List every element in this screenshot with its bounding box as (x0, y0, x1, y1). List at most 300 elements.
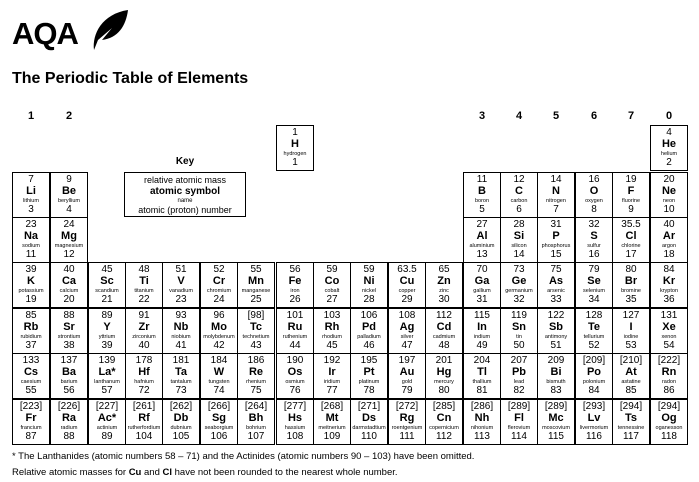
key-number-label: atomic (proton) number (138, 205, 232, 215)
atomic-mass: 85 (25, 310, 37, 321)
atomic-symbol: Xe (662, 321, 676, 333)
element-name: iodine (623, 334, 639, 340)
element-name: xenon (661, 334, 677, 340)
element-name: oganesson (655, 425, 683, 431)
atomic-number: 89 (101, 431, 113, 442)
atomic-mass: 11 (476, 174, 488, 185)
element-cell-se (575, 262, 613, 308)
element-cell-ne (650, 172, 688, 218)
atomic-number: 2 (666, 157, 672, 168)
atomic-symbol: Mg (61, 230, 77, 242)
element-name: seaborgium (204, 425, 234, 431)
element-cell-mg (50, 217, 88, 263)
element-cell-cr (200, 262, 238, 308)
atomic-symbol: Mt (325, 412, 339, 424)
atomic-number: 14 (513, 249, 525, 260)
element-name: nickel (361, 288, 377, 294)
atomic-number: 76 (289, 385, 301, 396)
element-cell-ru (276, 308, 314, 354)
atomic-number: 33 (550, 294, 562, 305)
atomic-mass: 122 (547, 310, 565, 321)
element-name: hydrogen (283, 151, 307, 157)
atomic-symbol: W (213, 366, 225, 378)
atomic-symbol: Fr (25, 412, 37, 424)
atomic-number: 117 (623, 431, 639, 442)
atomic-mass: 48 (138, 264, 150, 275)
atomic-symbol: P (552, 230, 560, 242)
atomic-mass: 91 (138, 310, 150, 321)
atomic-symbol: He (661, 138, 677, 150)
atomic-number: 85 (625, 385, 637, 396)
element-cell-nb (162, 308, 200, 354)
atomic-symbol: F (627, 185, 635, 197)
atomic-mass: 40 (663, 219, 675, 230)
atomic-mass: 80 (625, 264, 637, 275)
atomic-mass: [226] (57, 401, 81, 412)
element-cell-rg (388, 399, 426, 445)
element-cell-au (388, 353, 426, 399)
element-name: arsenic (547, 288, 565, 294)
element-cell-pb (500, 353, 538, 399)
atomic-mass: 1 (292, 127, 298, 138)
atomic-mass: [286] (470, 401, 494, 412)
atomic-number: 24 (213, 294, 225, 305)
element-cell-cs (12, 353, 50, 399)
atomic-mass: [293] (582, 401, 606, 412)
atomic-mass: 186 (247, 355, 265, 366)
atomic-symbol: Zr (138, 321, 150, 333)
atomic-symbol: Ds (361, 412, 377, 424)
element-name: actinium (96, 425, 118, 431)
element-name: francium (20, 425, 42, 431)
element-cell-i (612, 308, 650, 354)
atomic-symbol: N (552, 185, 560, 197)
atomic-symbol: Og (661, 412, 677, 424)
atomic-symbol: Ar (662, 230, 676, 242)
element-cell-po (575, 353, 613, 399)
element-cell-ti (125, 262, 163, 308)
atomic-number: 29 (401, 294, 413, 305)
atomic-number: 48 (438, 340, 450, 351)
element-name: lead (513, 379, 525, 385)
atomic-symbol: Cs (23, 366, 39, 378)
atomic-number: 72 (138, 385, 150, 396)
atomic-mass: 24 (63, 219, 75, 230)
atomic-number: 73 (175, 385, 187, 396)
atomic-number: 16 (588, 249, 600, 260)
atomic-number: 56 (63, 385, 75, 396)
atomic-symbol: Au (399, 366, 415, 378)
atomic-number: 6 (516, 204, 522, 215)
element-cell-ca (50, 262, 88, 308)
atomic-number: 112 (436, 431, 452, 442)
atomic-mass: [268] (320, 401, 344, 412)
element-name: hafnium (134, 379, 154, 385)
atomic-symbol: Sb (548, 321, 564, 333)
atomic-number: 38 (63, 340, 75, 351)
element-cell-xe (650, 308, 688, 354)
element-cell-sb (537, 308, 575, 354)
atomic-number: 44 (289, 340, 301, 351)
atomic-number: 5 (479, 204, 485, 215)
element-cell-ba (50, 353, 88, 399)
atomic-mass: 131 (660, 310, 678, 321)
atomic-number: 23 (175, 294, 187, 305)
element-cell-sg (200, 399, 238, 445)
element-name: yttrium (98, 334, 116, 340)
key-symbol-label: atomic symbol (149, 186, 221, 197)
element-name: tellurium (583, 334, 605, 340)
element-name: radium (60, 425, 78, 431)
element-name: copper (398, 288, 416, 294)
atomic-symbol: La* (98, 366, 116, 378)
element-name: rhenium (246, 379, 266, 385)
atomic-number: 17 (625, 249, 637, 260)
element-name: aluminium (469, 243, 495, 249)
element-name: gallium (473, 288, 491, 294)
atomic-number: 9 (628, 204, 634, 215)
atomic-number: 87 (25, 431, 37, 442)
footnote-symbol: Cu (128, 467, 142, 478)
atomic-symbol: Sn (511, 321, 527, 333)
element-cell-v (162, 262, 200, 308)
atomic-number: 55 (25, 385, 37, 396)
element-cell-w (200, 353, 238, 399)
element-cell-hs (276, 399, 314, 445)
element-cell-mn (237, 262, 275, 308)
atomic-mass: 115 (474, 310, 490, 321)
atomic-symbol: Kr (662, 275, 676, 287)
element-name: tantalum (170, 379, 192, 385)
atomic-mass: 59 (326, 264, 338, 275)
atomic-symbol: Rf (138, 412, 150, 424)
element-cell-he (650, 125, 688, 171)
element-cell-br (612, 262, 650, 308)
atomic-mass: [264] (244, 401, 268, 412)
atomic-mass: 190 (286, 355, 304, 366)
element-cell-ts (612, 399, 650, 445)
atomic-mass: 89 (101, 310, 113, 321)
atomic-symbol: O (589, 185, 599, 197)
atomic-number: 11 (25, 249, 37, 260)
atomic-mass: 204 (473, 355, 491, 366)
atomic-number: 13 (476, 249, 488, 260)
atomic-symbol: Be (61, 185, 77, 197)
atomic-number: 77 (326, 385, 338, 396)
element-cell-pd (350, 308, 388, 354)
element-cell-in (463, 308, 501, 354)
element-name: calcium (59, 288, 79, 294)
atomic-mass: 70 (476, 264, 488, 275)
atomic-symbol: I (629, 321, 633, 333)
element-name: molybdenum (203, 334, 235, 340)
element-cell-as (537, 262, 575, 308)
element-cell-os (276, 353, 314, 399)
element-cell-ds (350, 399, 388, 445)
element-name: indium (473, 334, 491, 340)
element-name: ruthenium (282, 334, 308, 340)
atomic-number: 111 (399, 431, 415, 442)
element-cell-cu (388, 262, 426, 308)
element-cell-sn (500, 308, 538, 354)
atomic-number: 79 (401, 385, 413, 396)
atomic-number: 31 (476, 294, 488, 305)
atomic-number: 107 (247, 431, 265, 442)
atomic-mass: [294] (619, 401, 643, 412)
atomic-mass: 45 (101, 264, 113, 275)
element-cell-mo (200, 308, 238, 354)
atomic-number: 8 (591, 204, 597, 215)
element-cell-fl (500, 399, 538, 445)
atomic-mass: [266] (207, 401, 231, 412)
element-cell-zr (125, 308, 163, 354)
element-name: polonium (582, 379, 606, 385)
element-cell-mt (313, 399, 351, 445)
element-name: rubidium (20, 334, 42, 340)
atomic-mass: 51 (175, 264, 187, 275)
element-name: thallium (472, 379, 492, 385)
element-name: tennessine (617, 425, 645, 431)
atomic-symbol: Rn (661, 366, 677, 378)
element-cell-kr (650, 262, 688, 308)
atomic-number: 74 (213, 385, 225, 396)
element-name: chromium (206, 288, 232, 294)
atomic-symbol: Br (624, 275, 638, 287)
atomic-mass: 27 (476, 219, 488, 230)
element-name: radon (661, 379, 677, 385)
atomic-mass: 9 (66, 174, 72, 185)
element-cell-ta (162, 353, 200, 399)
element-cell-s (575, 217, 613, 263)
atomic-mass: 195 (360, 355, 378, 366)
atomic-symbol: Se (587, 275, 601, 287)
element-cell-hf (125, 353, 163, 399)
atomic-symbol: Po (586, 366, 602, 378)
atomic-number: 114 (511, 431, 527, 442)
element-cell-y (88, 308, 126, 354)
atomic-number: 109 (323, 431, 341, 442)
element-cell-re (237, 353, 275, 399)
atomic-mass: [98] (247, 310, 265, 321)
atomic-symbol: Na (23, 230, 39, 242)
element-name: nitrogen (546, 198, 566, 204)
element-name: potassium (18, 288, 44, 294)
element-name: cadmium (432, 334, 456, 340)
atomic-symbol: Cn (436, 412, 452, 424)
atomic-number: 51 (550, 340, 562, 351)
atomic-symbol: Ni (363, 275, 375, 287)
atomic-number: 81 (476, 385, 488, 396)
atomic-symbol: Pd (361, 321, 377, 333)
footnote-omitted: * The Lanthanides (atomic numbers 58 – 71) and the Actinides (atomic numbers 90 – 103) have been omitted. (12, 451, 475, 462)
atomic-symbol: Ga (474, 275, 490, 287)
element-name: argon (661, 243, 677, 249)
atomic-mass: [271] (357, 401, 381, 412)
element-name: copernicium (429, 425, 459, 431)
element-name: krypton (659, 288, 679, 294)
atomic-symbol: Ge (511, 275, 527, 287)
atomic-number: 3 (28, 204, 34, 215)
atomic-symbol: Sr (63, 321, 75, 333)
atomic-mass: 63.5 (397, 264, 417, 275)
atomic-symbol: Hf (138, 366, 150, 378)
atomic-symbol: Pb (511, 366, 527, 378)
atomic-symbol: Os (287, 366, 303, 378)
atomic-number: 53 (625, 340, 637, 351)
element-name: zinc (439, 288, 449, 294)
atomic-number: 115 (548, 431, 564, 442)
element-cell-co (313, 262, 351, 308)
atomic-number: 108 (286, 431, 304, 442)
atomic-symbol: Zn (437, 275, 451, 287)
atomic-mass: 7 (28, 174, 34, 185)
atomic-mass: [289] (507, 401, 531, 412)
atomic-symbol: Ca (61, 275, 77, 287)
atomic-symbol: Db (173, 412, 189, 424)
element-cell-h (276, 125, 314, 171)
atomic-mass: 32 (588, 219, 600, 230)
atomic-symbol: Cl (625, 230, 637, 242)
atomic-number: 43 (250, 340, 262, 351)
atomic-number: 46 (363, 340, 375, 351)
atomic-symbol: Mc (548, 412, 564, 424)
atomic-number: 52 (588, 340, 600, 351)
element-cell-rh (313, 308, 351, 354)
atomic-symbol: Pt (363, 366, 375, 378)
element-name: rhodium (322, 334, 342, 340)
atomic-mass: 23 (25, 219, 37, 230)
atomic-symbol: Cd (436, 321, 452, 333)
atomic-mass: 14 (550, 174, 562, 185)
atomic-symbol: B (478, 185, 486, 197)
atomic-mass: 209 (547, 355, 565, 366)
atomic-mass: 128 (585, 310, 603, 321)
atomic-number: 15 (550, 249, 562, 260)
atomic-mass: [294] (657, 401, 681, 412)
element-cell-hg (425, 353, 463, 399)
atomic-number: 40 (138, 340, 150, 351)
element-cell-fe (276, 262, 314, 308)
atomic-symbol: Fl (514, 412, 524, 424)
atomic-symbol: K (27, 275, 35, 287)
element-name: nihonium (470, 425, 494, 431)
atomic-symbol: Lv (587, 412, 601, 424)
atomic-mass: 35.5 (621, 219, 641, 230)
atomic-mass: 119 (511, 310, 527, 321)
atomic-symbol: At (625, 366, 637, 378)
atomic-number: 26 (289, 294, 301, 305)
element-cell-tl (463, 353, 501, 399)
atomic-number: 20 (63, 294, 75, 305)
group-number-5: 5 (552, 110, 560, 122)
element-cell-b (463, 172, 501, 218)
element-cell-sc (88, 262, 126, 308)
atomic-symbol: Ac* (97, 412, 117, 424)
element-name: germanium (505, 288, 533, 294)
atomic-mass: 20 (663, 174, 675, 185)
element-cell-cl (612, 217, 650, 263)
element-name: chlorine (621, 243, 641, 249)
atomic-symbol: Ag (399, 321, 415, 333)
element-name: selenium (582, 288, 605, 294)
atomic-number: 106 (210, 431, 228, 442)
atomic-symbol: Ir (328, 366, 336, 378)
atomic-mass: 79 (588, 264, 600, 275)
atomic-number: 19 (25, 294, 37, 305)
atomic-number: 105 (172, 431, 190, 442)
atomic-symbol: Cu (399, 275, 415, 287)
atomic-symbol: Nh (474, 412, 490, 424)
atomic-number: 84 (588, 385, 600, 396)
element-cell-tc (237, 308, 275, 354)
atomic-symbol: Ts (624, 412, 638, 424)
atomic-symbol: Mo (211, 321, 227, 333)
element-name: magnesium (54, 243, 84, 249)
atomic-symbol: Cr (212, 275, 226, 287)
atomic-number: 22 (138, 294, 150, 305)
element-name: rutherfordium (127, 425, 161, 431)
element-name: lanthanum (94, 379, 120, 385)
atomic-symbol: Li (26, 185, 36, 197)
atomic-mass: 28 (513, 219, 525, 230)
element-cell-og (650, 399, 688, 445)
atomic-number: 27 (326, 294, 338, 305)
element-name: palladium (357, 334, 381, 340)
atomic-mass: 133 (22, 355, 40, 366)
atomic-mass: [209] (582, 355, 606, 366)
atomic-mass: 75 (550, 264, 562, 275)
group-number-0: 0 (665, 110, 673, 122)
atomic-number: 82 (513, 385, 525, 396)
element-cell-f (612, 172, 650, 218)
element-name: sulfur (587, 243, 601, 249)
atomic-number: 41 (175, 340, 187, 351)
atomic-number: 80 (438, 385, 450, 396)
atomic-number: 37 (25, 340, 37, 351)
element-name: phosphorus (541, 243, 571, 249)
element-cell-te (575, 308, 613, 354)
atomic-mass: 127 (622, 310, 640, 321)
element-name: barium (60, 379, 78, 385)
element-name: mercury (434, 379, 454, 385)
element-cell-ac (88, 399, 126, 445)
atomic-symbol: Ti (139, 275, 149, 287)
element-name: lithium (23, 198, 39, 204)
element-name: tin (516, 334, 522, 340)
atomic-symbol: Ru (287, 321, 303, 333)
element-name: antimony (544, 334, 568, 340)
atomic-mass: 101 (286, 310, 304, 321)
atomic-number: 34 (588, 294, 600, 305)
element-cell-pt (350, 353, 388, 399)
element-cell-bh (237, 399, 275, 445)
element-cell-rf (125, 399, 163, 445)
atomic-mass: [272] (395, 401, 419, 412)
atomic-number: 32 (513, 294, 525, 305)
element-cell-c (500, 172, 538, 218)
atomic-number: 28 (363, 294, 375, 305)
element-name: flerovium (507, 425, 531, 431)
atomic-symbol: As (548, 275, 564, 287)
atomic-number: 50 (513, 340, 525, 351)
atomic-mass: 178 (135, 355, 153, 366)
element-cell-p (537, 217, 575, 263)
atomic-mass: 84 (663, 264, 675, 275)
element-name: astatine (621, 379, 641, 385)
atomic-symbol: Sc (100, 275, 114, 287)
element-cell-ar (650, 217, 688, 263)
atomic-symbol: Ra (61, 412, 77, 424)
